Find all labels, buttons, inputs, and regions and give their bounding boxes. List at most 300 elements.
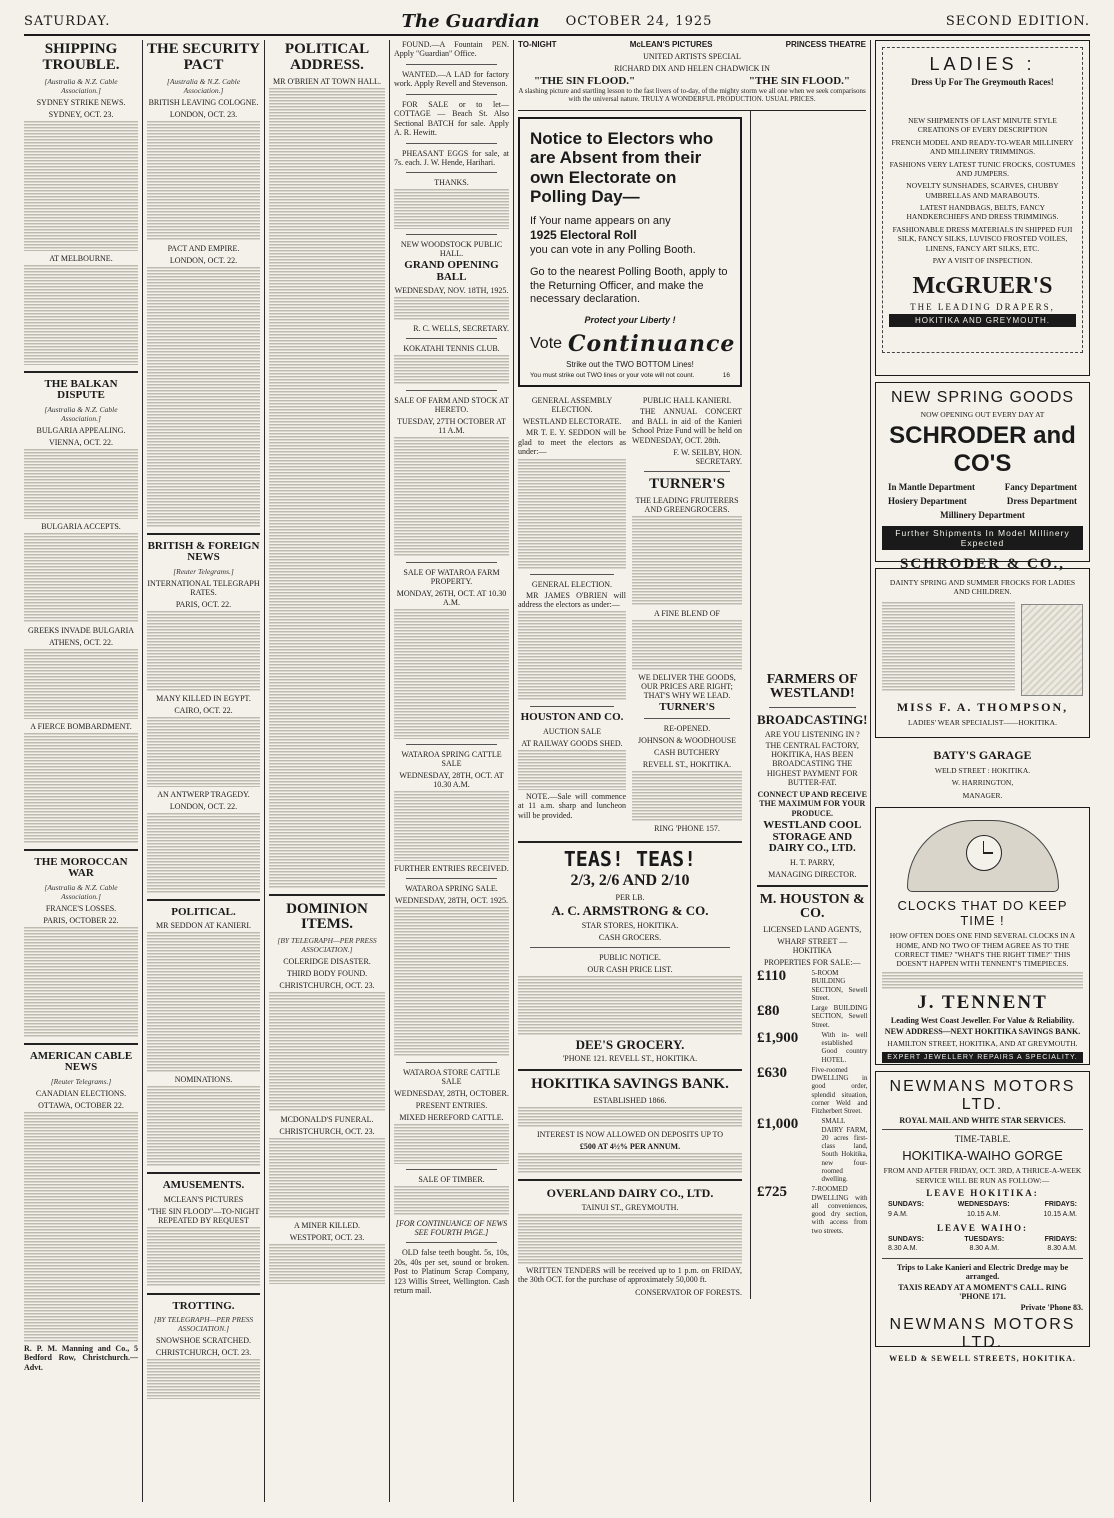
thompson-tag: LADIES' WEAR SPECIALIST——HOKITIKA.: [908, 717, 1057, 727]
clocks-heading: CLOCKS THAT DO KEEP TIME !: [897, 898, 1068, 929]
theatre-ad: [518, 40, 866, 111]
property-description: Large BUILDING SECTION, Sewell Street.: [811, 1004, 868, 1029]
gorge-sub: FROM AND AFTER FRIDAY, OCT. 3RD, A THRICE-A-WEEK SERVICE WILL BE RUN AS FOLLOW:—: [883, 1166, 1082, 1185]
classified-old-gold: OLD false teeth bought. 5s, 10s, 20s, 40s per set, sound or broken. Post to Platinum Scrap Company, 123 Willis Street, Wellington. Cash return mail.: [394, 1248, 509, 1296]
dept-mantle: In Mantle Department: [888, 482, 975, 493]
dateline: PARIS, OCTOBER 22.: [43, 915, 119, 925]
tenders-ad: WRITTEN TENDERS will be received up to 1 p.m. on FRIDAY, the 30th OCT. for the purchase of approximately 50,000 ft.: [518, 1265, 742, 1285]
theatre-stars: RICHARD DIX AND HELEN CHADWICK IN: [614, 64, 770, 73]
property-price: £80: [757, 1003, 780, 1020]
dateline: WEDNESDAY, 28TH, OCT. AT 10.30 A.M.: [399, 771, 504, 790]
theatre-special: UNITED ARTISTS SPECIAL: [643, 52, 741, 61]
dateline: STAR STORES, HOKITIKA.: [581, 920, 679, 930]
dateline: MR SEDDON AT KANIERI.: [156, 921, 251, 931]
gorge-route: HOKITIKA-WAIHO GORGE: [902, 1148, 1063, 1164]
dateline: ESTABLISHED 1866.: [593, 1096, 667, 1106]
obrien-ad: MR JAMES O'BRIEN will address the electors as under:—: [518, 590, 626, 609]
notice-text: [530, 215, 730, 258]
signature: CONSERVATOR OF FORESTS.: [635, 1287, 742, 1297]
body-text: [147, 813, 260, 893]
spacer: [889, 89, 1076, 113]
separator: [147, 533, 260, 535]
body-text: [147, 717, 260, 787]
schroder-name: SCHRODER and CO'S: [889, 422, 1076, 478]
clocks-text: HOW OFTEN DOES ONE FIND SEVERAL CLOCKS IN A HOME, AND NO TWO OF THEM AGREE AS TO THE CORRECT TIME? "WHAT'S THE RIGHT TIME?" THIS DOESN'T HAPPEN WITH TENNENT'S TIMEPIECES.: [889, 931, 1076, 969]
masthead-day: SATURDAY.: [24, 13, 111, 29]
column-right-ads: [875, 40, 1090, 1363]
ad-heading: WESTLAND COOL STORAGE AND DAIRY CO., LTD.: [763, 819, 862, 855]
dateline: AT RAILWAY GOODS SHED.: [521, 738, 623, 748]
dateline: LICENSED LAND AGENTS,: [763, 925, 862, 935]
article-heading: THE BALKAN DISPUTE: [44, 377, 118, 402]
body-text: [394, 1186, 509, 1216]
vote-word: Vote: [530, 335, 563, 353]
dateline: WHARF STREET — HOKITIKA: [777, 937, 848, 956]
body-text: [147, 611, 260, 691]
notice-foot-number: 16: [722, 372, 730, 380]
body-text: [632, 620, 742, 670]
film-title-left: "THE SIN FLOOD.": [534, 75, 636, 87]
dateline: SALE OF FARM AND STOCK AT HERETO.: [394, 396, 509, 415]
leave-hokitika: LEAVE HOKITIKA:: [926, 1188, 1039, 1199]
dateline: MONDAY, 26TH, OCT. AT 10.30 A.M.: [396, 589, 507, 608]
dateline: JOHNSON & WOODHOUSE: [637, 736, 737, 746]
electors-notice: [518, 117, 742, 388]
dateline: PER LB.: [615, 893, 645, 903]
dateline: FURTHER ENTRIES RECEIVED.: [394, 864, 509, 874]
dateline: WATAROA SPRING CATTLE SALE: [401, 750, 502, 769]
body-text: [147, 1359, 260, 1399]
schedule-cell: WEDNESDAYS: 10.15 A.M.: [957, 1201, 1010, 1218]
sale-note: NOTE.—Sale will commence at 11 a.m. sharp and luncheon will be provided.: [518, 791, 626, 820]
dateline: WATAROA STORE CATTLE SALE: [403, 1068, 500, 1087]
schedule-cell: FRIDAYS: 8.30 A.M.: [1044, 1236, 1077, 1253]
ad-heading: M. HOUSTON & CO.: [759, 891, 865, 922]
dateline: WEDNESDAY, NOV. 18TH, 1925.: [394, 286, 509, 296]
dateline: FRANCE'S LOSSES.: [45, 903, 117, 913]
body-text: [147, 1086, 260, 1166]
factory-connect: CONNECT UP AND RECEIVE THE MAXIMUM FOR YOUR PRODUCE.: [757, 789, 867, 818]
property-description: Five-roomed DWELLING in good order, splendid situation, corner Weld and Fitzherbert Street.: [811, 1065, 868, 1116]
expert-repairs: EXPERT JEWELLERY REPAIRS A SPECIALITY.: [882, 1052, 1083, 1063]
notice-text-1: If Your name appears on any: [530, 214, 671, 227]
article-heading: AMUSEMENTS.: [162, 1179, 245, 1192]
classified-for-sale: FOR SALE or to let—COTTAGE — Beach St. Also Sectional BATCH for sale. Apply A. R. Hewitt.: [394, 99, 509, 138]
dateline: RE-OPENED.: [663, 724, 711, 734]
article-heading: THE MOROCCAN WAR: [34, 855, 128, 880]
dateline: CAIRO, OCT. 22.: [174, 705, 233, 715]
property-price: £630: [757, 1064, 787, 1081]
thompson-ad: [875, 568, 1090, 738]
batys-name: BATY'S GARAGE: [933, 748, 1032, 762]
concert-ad: THE ANNUAL CONCERT and BALL in aid of the Kanieri School Prize Fund will be held on WEDNESDAY, OCT. 28th.: [632, 407, 742, 445]
clock-illustration: [907, 820, 1059, 892]
dateline: AN ANTWERP TRAGEDY.: [157, 789, 250, 799]
ad-heading: TURNER'S: [659, 700, 715, 713]
property-description: With in- well established Good country HOTEL.: [821, 1030, 868, 1064]
dateline: TUESDAY, 27TH OCTOBER AT 11 A.M.: [397, 417, 506, 436]
notice-protect: Protect your Liberty !: [584, 315, 676, 326]
masthead-title: The Guardian: [401, 10, 540, 32]
property-price: £1,000: [757, 1116, 799, 1133]
body-text: [24, 265, 138, 365]
dateline: A FINE BLEND OF: [653, 608, 720, 618]
property-price: £110: [757, 968, 787, 985]
separator: [406, 338, 497, 339]
separator: [406, 562, 497, 563]
column-rule: [389, 40, 390, 1502]
separator: [757, 885, 868, 887]
dateline: MANY KILLED IN EGYPT.: [156, 693, 251, 703]
mcgruer-inner: [882, 47, 1083, 353]
dateline: GENERAL ASSEMBLY ELECTION.: [531, 396, 613, 415]
separator: [530, 947, 730, 948]
ad-heading: GRAND OPENING BALL: [404, 259, 499, 283]
newspaper-page: [24, 8, 1090, 1508]
mcgruer-name: McGRUER'S: [912, 273, 1053, 300]
separator: [147, 1172, 260, 1174]
dateline: PACT AND EMPIRE.: [167, 243, 240, 253]
vote-continuance: [530, 331, 736, 358]
dateline: CANADIAN ELECTIONS.: [35, 1088, 127, 1098]
private-phone: Private 'Phone 83.: [1020, 1302, 1083, 1312]
ad-heading: FARMERS OF WESTLAND!: [766, 671, 858, 702]
film-title-right: "THE SIN FLOOD.": [748, 75, 850, 87]
dateline: NEW WOODSTOCK PUBLIC HALL.: [400, 240, 503, 259]
dateline: KOKATAHI TENNIS CLUB.: [403, 344, 500, 354]
column-rule: [264, 40, 265, 1502]
masthead: [24, 8, 1090, 36]
batys-title: MANAGER.: [962, 790, 1003, 800]
dateline: VIENNA, OCT. 22.: [48, 437, 114, 447]
newmans-name-2: NEWMANS MOTORS LTD.: [889, 1315, 1076, 1351]
body-text: [394, 609, 509, 739]
newmans-ad: [875, 1071, 1090, 1363]
property-price: £725: [757, 1184, 787, 1201]
separator: [518, 1179, 742, 1181]
dateline: WATAROA SPRING SALE.: [405, 884, 498, 894]
notice-foot: [530, 372, 730, 379]
leave-waiho: LEAVE WAIHO:: [937, 1223, 1028, 1233]
dateline: PARIS, OCT. 22.: [175, 599, 232, 609]
dateline: INTERNATIONAL TELEGRAPH RATES.: [147, 578, 260, 597]
body-text: [394, 1124, 509, 1164]
masthead-edition: SECOND EDITION.: [945, 13, 1090, 29]
tennent-tag: Leading West Coast Jeweller. For Value & Reliability.: [890, 1015, 1075, 1025]
taxis: TAXIS READY AT A MOMENT'S CALL. RING 'PHONE 171.: [898, 1282, 1067, 1301]
dateline: AUCTION SALE: [543, 726, 601, 736]
article-heading: SHIPPING TROUBLE.: [42, 41, 120, 73]
body-text: [394, 791, 509, 861]
body-text: [394, 355, 509, 385]
column-rule: [142, 40, 143, 1502]
trips: Trips to Lake Kanieri and Electric Dredge may be arranged.: [896, 1262, 1069, 1281]
dateline: MR O'BRIEN AT TOWN HALL.: [273, 76, 381, 86]
body-text: [24, 733, 138, 843]
property-listing: [757, 969, 868, 1237]
dateline: SYDNEY STRIKE NEWS.: [36, 97, 126, 107]
body-text: [394, 189, 509, 229]
body-text: [394, 437, 509, 557]
batys-manager: W. HARRINGTON,: [951, 778, 1014, 788]
dept-dress: Dress Department: [1006, 496, 1077, 507]
dateline: CASH GROCERS.: [598, 932, 662, 942]
classified-found: FOUND.—A Fountain PEN. Apply "Guardian" Office.: [394, 40, 509, 59]
article-source: [BY TELEGRAPH—PER PRESS ASSOCIATION.]: [153, 1315, 254, 1334]
schedule-cell: SUNDAYS: 9 A.M.: [888, 1201, 924, 1218]
article-heading: THE SECURITY PACT: [147, 41, 260, 73]
batys-ad: [875, 744, 1090, 807]
teas-heading: TEAS! TEAS!: [563, 847, 697, 872]
theatre-mclean: McLEAN'S PICTURES: [629, 40, 713, 49]
article-source: [Australia & N.Z. Cable Association.]: [44, 882, 118, 901]
spacer: [757, 111, 868, 671]
body-text: [632, 516, 742, 606]
body-text: [394, 297, 509, 321]
dateline: TAINUI ST., GREYMOUTH.: [581, 1202, 679, 1212]
seddon-ad: MR T. E. Y. SEDDON will be glad to meet the electors as under:—: [518, 428, 626, 457]
schedule-cell: SUNDAYS: 8.30 A.M.: [888, 1236, 924, 1253]
mcgruer-line: FASHIONS VERY LATEST TUNIC FROCKS, COSTUMES AND JUMPERS.: [889, 159, 1076, 178]
ad-heading: BROADCASTING!: [757, 711, 868, 727]
dateline: SYDNEY, OCT. 23.: [48, 109, 114, 119]
signature: R. C. WELLS, SECRETARY.: [413, 324, 509, 334]
article-source: [Australia & N.Z. Cable Association.]: [44, 404, 118, 423]
dateline: 'PHONE 121. REVELL ST., HOKITIKA.: [562, 1054, 698, 1064]
separator: [530, 574, 614, 575]
article-heading: DOMINION ITEMS.: [286, 900, 368, 933]
notice-roll: 1925 Electoral Roll: [530, 228, 637, 243]
body-text: [632, 771, 742, 821]
notice-title: Notice to Electors who are Absent from their own Electorate on Polling Day—: [530, 128, 714, 207]
article-source: [Australia & N.Z. Cable Association.]: [44, 76, 118, 95]
ad-heading: TURNER'S: [649, 475, 725, 492]
article-source: [Reuter Telegrams.]: [173, 566, 234, 576]
dateline: WEDNESDAY, 28TH, OCTOBER.: [394, 1089, 509, 1099]
article-source: [BY TELEGRAPH—PER PRESS ASSOCIATION.]: [277, 936, 377, 954]
separator: [518, 841, 742, 843]
clock-face: [966, 835, 1002, 871]
teas-prices: 2/3, 2/6 AND 2/10: [570, 872, 690, 890]
dateline: LONDON, OCT. 22.: [169, 255, 238, 265]
dateline: OUR CASH PRICE LIST.: [587, 964, 673, 974]
dateline: £500 AT 4½% PER ANNUM.: [579, 1142, 681, 1152]
schroder-ad: [875, 382, 1090, 573]
separator: [406, 1242, 497, 1243]
dateline: THIRD BODY FOUND.: [286, 969, 368, 978]
dateline: PROPERTIES FOR SALE:—: [764, 958, 861, 968]
dateline: RING 'PHONE 157.: [654, 824, 720, 834]
dateline: WE DELIVER THE GOODS, OUR PRICES ARE RIGHT; THAT'S WHY WE LEAD.: [638, 672, 736, 700]
theatre-tagline: A slashing picture and startling lesson to the fast livers of to-day, of the mighty storm we all one when we seek comparisons with the universal nature. TRULY A WONDERFUL PRODUCTION. USUAL PRICES.: [518, 87, 866, 104]
mcgruer-line: NEW SHIPMENTS OF LAST MINUTE STYLE CREATIONS OF EVERY DESCRIPTION: [908, 116, 1057, 135]
lady-illustration: [1021, 604, 1083, 696]
article-heading: AMERICAN CABLE NEWS: [29, 1049, 133, 1074]
separator: [406, 744, 497, 745]
spring-goods: NEW SPRING GOODS: [890, 389, 1075, 406]
separator: [406, 143, 497, 144]
classified-pheasant: PHEASANT EGGS for sale, at 7s. each. J. W. Hende, Harihari.: [394, 148, 509, 167]
column-classified: [394, 40, 509, 1298]
body-text: [518, 750, 626, 790]
dateline: MCDONALD'S FUNERAL.: [280, 1115, 374, 1124]
dateline: REVELL ST., HOKITIKA.: [642, 760, 732, 770]
notice-strike: Strike out the TWO BOTTOM Lines!: [566, 360, 694, 370]
continuance-word: Continuance: [568, 331, 736, 358]
mcgruer-line: FASHIONABLE DRESS MATERIALS IN SHIPPED FUJI SILK, FANCY SILKS, LUVISCO FROSTED VOILES, LINENS, FANCY ART SILKS, ETC.: [892, 224, 1073, 253]
column-rule: [870, 40, 871, 1502]
dateline: THE LEADING FRUITERERS AND GREENGROCERS.: [635, 495, 739, 514]
property-price: £1,900: [757, 1029, 799, 1046]
notice-foot-text: You must strike out TWO lines or your vote will not count.: [530, 372, 695, 380]
mcgruer-line: PAY A VISIT OF INSPECTION.: [932, 255, 1033, 265]
body-text: [882, 972, 1083, 990]
separator: [269, 894, 385, 896]
dateline: CHRISTCHURCH, OCT. 23.: [279, 981, 375, 990]
ladies-subtitle: Dress Up For The Greymouth Races!: [911, 77, 1054, 87]
dept-millinery: Millinery Department: [940, 510, 1025, 521]
newmans-address: WELD & SEWELL STREETS, HOKITIKA.: [889, 1353, 1076, 1363]
timetable: TIME-TABLE.: [954, 1134, 1011, 1145]
masthead-center: [402, 11, 713, 32]
separator: [406, 172, 497, 173]
separator: [147, 1293, 260, 1295]
separator: [147, 899, 260, 901]
dateline: NOMINATIONS.: [174, 1075, 233, 1085]
classified-wanted: WANTED.—A LAD for factory work. Apply Revell and Stevenson.: [394, 69, 509, 89]
body-text: [24, 1112, 138, 1342]
now-opening: NOW OPENING OUT EVERY DAY AT: [920, 410, 1045, 419]
dateline: MCLEAN'S PICTURES: [163, 1194, 244, 1204]
mcgruer-ad: [875, 40, 1090, 376]
body-text: [518, 459, 626, 569]
signature: F. W. SEILBY, HON. SECRETARY.: [673, 447, 742, 466]
dateline: WESTPORT, OCT. 23.: [289, 1233, 365, 1242]
separator: [406, 64, 497, 65]
middle-right-subcolumn: [750, 111, 868, 1299]
property-description: 7-ROOMED DWELLING with all conveniences, good dry section, with access from two streets.: [811, 1185, 868, 1235]
separator: [406, 94, 497, 95]
dateline: ARE YOU LISTENING IN ?: [764, 729, 860, 739]
article-source: [Australia & N.Z. Cable Association.]: [166, 76, 241, 95]
dateline: SALE OF WATAROA FARM PROPERTY.: [403, 568, 500, 587]
body-text: [518, 1153, 742, 1173]
dateline: CHRISTCHURCH, OCT. 23.: [155, 1348, 252, 1358]
column-rule: [513, 40, 514, 1502]
body-text: [24, 649, 138, 719]
ad-heading: A. C. ARMSTRONG & CO.: [551, 903, 709, 919]
body-text: [518, 976, 742, 1036]
tennent-ad: [875, 807, 1090, 1065]
notice-text-2: you can vote in any Polling Booth.: [530, 244, 696, 257]
article-heading: POLITICAL.: [171, 905, 236, 918]
masthead-date: OCTOBER 24, 1925: [565, 13, 713, 29]
royal-mail: ROYAL MAIL AND WHITE STAR SERVICES.: [899, 1116, 1066, 1126]
article-heading: TROTTING.: [172, 1299, 235, 1312]
article-source: [Reuter Telegrams.]: [50, 1076, 112, 1086]
dept-hosiery: Hosiery Department: [888, 496, 967, 507]
theatre-tonight: TO-NIGHT: [518, 40, 557, 49]
dateline: GENERAL ELECTION.: [531, 579, 613, 589]
subcol-b: [632, 393, 742, 835]
dateline: MIXED HEREFORD CATTLE.: [399, 1113, 504, 1123]
dateline: BULGARIA ACCEPTS.: [41, 521, 121, 531]
dateline: PUBLIC NOTICE.: [599, 952, 661, 962]
separator: [644, 471, 730, 472]
dateline: WESTLAND ELECTORATE.: [522, 417, 622, 427]
body-text: [882, 602, 1015, 692]
dateline: CHRISTCHURCH, OCT. 23.: [279, 1127, 375, 1136]
dateline: PUBLIC HALL KANIERI.: [642, 396, 732, 406]
tennent-name: J. TENNENT: [917, 991, 1048, 1013]
body-text: [147, 267, 260, 527]
body-text: [518, 1107, 742, 1127]
dateline: THANKS.: [434, 178, 469, 188]
advertisement-signature: R. P. M. Manning and Co., 5 Bedford Row, Christchurch.—Advt.: [24, 1343, 138, 1372]
dateline: WEDNESDAY, 28TH, OCT. 1925.: [395, 896, 508, 906]
column-security: [147, 40, 260, 1401]
further-shipments: Further Shipments In Model Millinery Expected: [882, 526, 1083, 550]
separator: [406, 390, 497, 391]
dateline: "THE SIN FLOOD"—TO-NIGHT REPEATED BY REQUEST: [147, 1206, 260, 1225]
body-text: [394, 907, 509, 1057]
dateline: AT MELBOURNE.: [49, 253, 113, 263]
dept-fancy: Fancy Department: [1004, 482, 1077, 493]
column-shipping: [24, 40, 138, 1374]
dateline: PRESENT ENTRIES.: [415, 1101, 488, 1111]
mcgruer-line: FRENCH MODEL AND READY-TO-WEAR MILLINERY AND MILLINERY TRIMMINGS.: [891, 137, 1074, 157]
schedule-cell: FRIDAYS: 10.15 A.M.: [1043, 1201, 1077, 1218]
ladies-title: LADIES :: [929, 54, 1036, 74]
column-middle: [518, 40, 866, 1299]
mcgruer-line: NOVELTY SUNSHADES, SCARVES, CHUBBY UMBRELLAS AND MARABOUTS.: [906, 181, 1059, 200]
schroder-name-2: SCHRODER & CO.,: [899, 556, 1065, 573]
body-text: [147, 932, 260, 1072]
dateline: A FIERCE BOMBARDMENT.: [30, 721, 132, 731]
body-text: [24, 449, 138, 519]
dateline: GREEKS INVADE BULGARIA: [27, 625, 135, 635]
body-text: [269, 992, 385, 1112]
dateline: SNOWSHOE SCRATCHED.: [155, 1336, 252, 1346]
theatre-princess: PRINCESS THEATRE: [785, 40, 866, 49]
dainty: DAINTY SPRING AND SUMMER FROCKS FOR LADIES AND CHILDREN.: [889, 578, 1076, 597]
tennent-branch: HAMILTON STREET, HOKITIKA, AND AT GREYMOUTH.: [887, 1038, 1078, 1048]
separator: [24, 1043, 138, 1045]
ad-heading: HOUSTON AND CO.: [520, 711, 624, 724]
notice-instructions: Go to the nearest Polling Booth, apply to the Returning Officer, and make the necessary declaration.: [530, 265, 728, 306]
dateline: H. T. PARRY,: [790, 857, 835, 867]
column-political: [269, 40, 385, 1286]
separator: [24, 371, 138, 373]
separator: [406, 234, 497, 235]
dateline: INTEREST IS NOW ALLOWED ON DEPOSITS UP TO: [536, 1130, 723, 1140]
body-text: [24, 533, 138, 623]
separator: [518, 1069, 742, 1071]
article-heading: POLITICAL ADDRESS.: [284, 41, 370, 73]
body-text: [269, 1138, 385, 1218]
ad-heading: DEE'S GROCERY.: [575, 1036, 685, 1052]
property-description: SMALL DAIRY FARM, 20 acres first-class land, South Hokitika, new four-roomed dwelling.: [821, 1117, 868, 1184]
tennent-address: NEW ADDRESS—NEXT HOKITIKA SAVINGS BANK.: [884, 1026, 1081, 1036]
dateline: CASH BUTCHERY: [653, 748, 720, 758]
body-text: [269, 1244, 385, 1284]
dateline: ATHENS, OCT. 22.: [48, 637, 114, 647]
dateline: A MINER KILLED.: [294, 1221, 360, 1230]
separator: [406, 1169, 497, 1170]
ad-heading: HOKITIKA SAVINGS BANK.: [531, 1076, 729, 1093]
dateline: OTTAWA, OCTOBER 22.: [38, 1100, 124, 1110]
dateline: MANAGING DIRECTOR.: [768, 869, 857, 879]
